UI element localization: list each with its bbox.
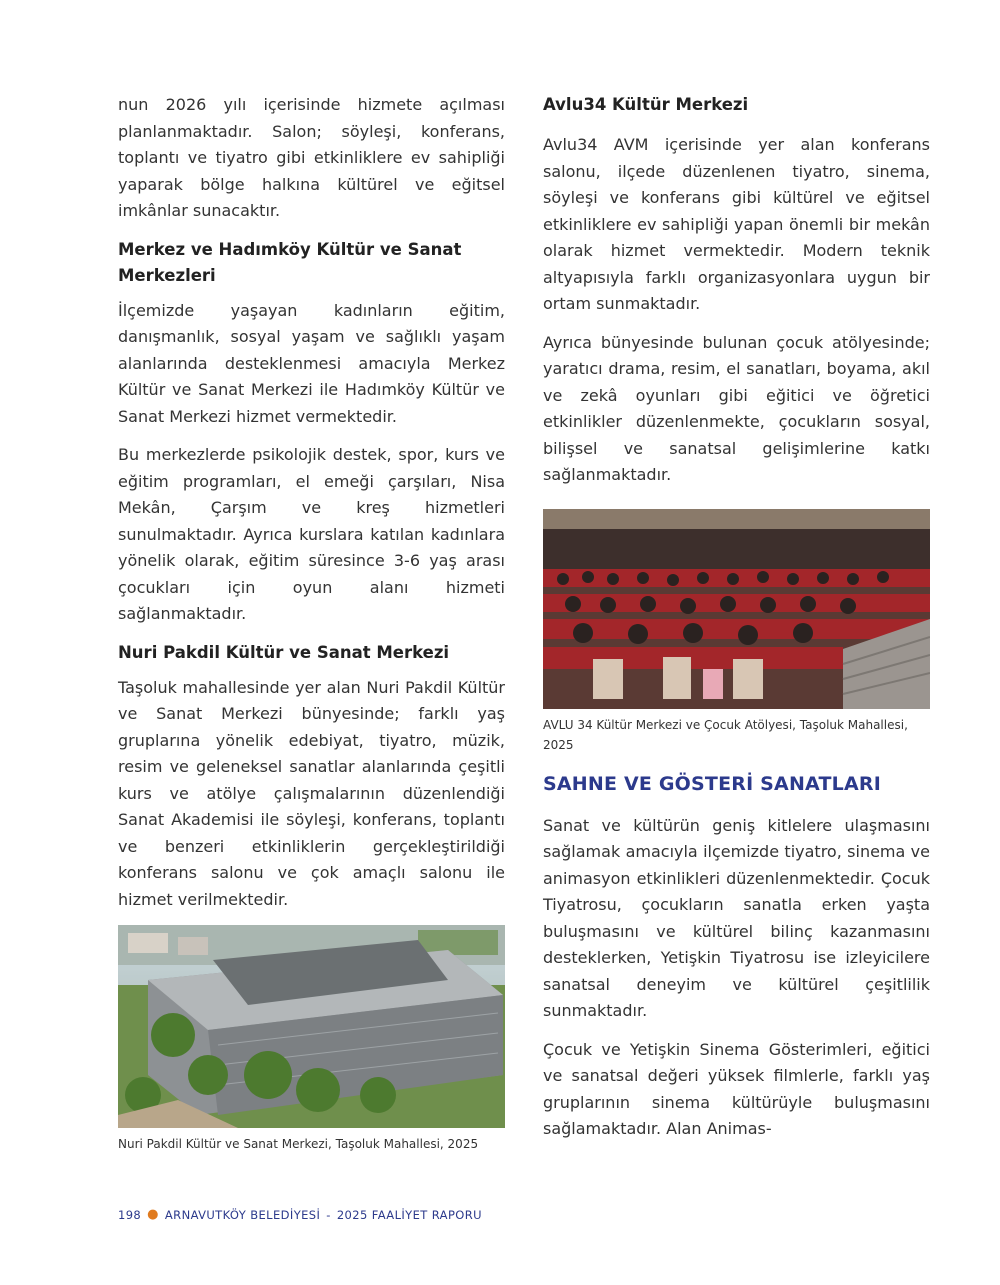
paragraph-avlu34-2: Ayrıca bünyesinde bulunan çocuk atölyesinde; yaratıcı drama, resim, el sanatları, boyama, akıl ve zekâ oyunları gibi eğitici ve öğretici etkinlikler düzenlenmekte, çocukların sosyal, bilişsel ve sanatsal gelişimlerine katkı sağlanmaktadır. (543, 332, 930, 484)
left-column (118, 92, 505, 1170)
footer-separator: - (326, 1207, 331, 1222)
heading-nuri-pakdil: Nuri Pakdil Kültür ve Sanat Merkezi (118, 642, 450, 662)
heading-avlu34: Avlu34 Kültür Merkezi (543, 95, 749, 114)
avlu34-photo-caption: AVLU 34 Kültür Merkezi ve Çocuk Atölyesi, Taşoluk Mahallesi, 2025 (543, 717, 908, 752)
page-footer (118, 1207, 482, 1222)
paragraph-sahne-1: Sanat ve kültürün geniş kitlelere ulaşmasını sağlamak amacıyla ilçemizde tiyatro, sinema ve animasyon etkinlikleri düzenlenmektedir. Çocuk Tiyatrosu, çocukların sanatla erken yaşta buluşmasını ve kültürel bilinç kazanmasını desteklerken, Yetişkin Tiyatrosu ise izleyicilere sanatsal deneyim ve kültürel çeşitlilik sunmaktadır. (543, 815, 930, 1020)
intro-paragraph: nun 2026 yılı içerisinde hizmete açılması planlanmaktadır. Salon; söyleşi, konferans, toplantı ve tiyatro gibi etkinliklere ev sahipliği yaparak bölge halkına kültürel ve eğitsel imkânlar sunacaktır. (118, 95, 505, 220)
paragraph-avlu34-1: Avlu34 AVM içerisinde yer alan konferans salonu, ilçede düzenlenen tiyatro, sinema, söyleşi ve konferans gibi kültürel ve eğitsel etkinliklere ev sahipliği yapan önemli bir mekân olarak hizmet vermektedir. Modern teknik altyapısıyla farklı organizasyonlara uygun bir ortam sunmaktadır. (543, 135, 930, 313)
page-number: 198 (118, 1207, 142, 1222)
footer-publisher: ARNAVUTKÖY BELEDİYESİ (164, 1207, 321, 1222)
bullet-dot-icon: ● (147, 1207, 159, 1222)
paragraph-merkez-1: İlçemizde yaşayan kadınların eğitim, danışmanlık, sosyal yaşam ve sağlıklı yaşam alanlarında desteklenmesi amacıyla Merkez Kültür ve Sanat Merkezi ile Hadımköy Kültür ve Sanat Merkezi hizmet vermektedir. (118, 300, 505, 426)
nuri-pakdil-photo-caption: Nuri Pakdil Kültür ve Sanat Merkezi, Taşoluk Mahallesi, 2025 (118, 1137, 479, 1151)
heading-merkez-hadimkoy: Merkez ve Hadımköy Kültür ve Sanat Merkezleri (118, 239, 462, 285)
avlu34-audience-photo (543, 509, 930, 709)
nuri-pakdil-building-photo (118, 925, 505, 1128)
section-title-sahne: SAHNE VE GÖSTERİ SANATLARI (543, 772, 881, 795)
paragraph-sahne-2: Çocuk ve Yetişkin Sinema Gösterimleri, eğitici ve sanatsal değeri yüksek filmlerle, farklı yaş gruplarının sinema kültürüyle buluşmasını sağlamaktadır. Alan Animas- (543, 1039, 930, 1138)
paragraph-nuri-pakdil: Taşoluk mahallesinde yer alan Nuri Pakdil Kültür ve Sanat Merkezi bünyesinde; farklı yaş gruplarına yönelik edebiyat, tiyatro, müzik, resim ve geleneksel sanatlar alanlarında çeşitli kurs ve atölye çalışmalarının düzenlendiği Sanat Akademisi ile söyleşi, konferans, toplantı ve benzeri etkinliklerin gerçekleştirildiği konferans salonu ve çok amaçlı salonu ile hizmet verilmektedir. (118, 677, 505, 909)
footer-report-title: 2025 FAALİYET RAPORU (336, 1207, 482, 1222)
right-column (543, 92, 930, 1155)
paragraph-merkez-2: Bu merkezlerde psikolojik destek, spor, kurs ve eğitim programları, el emeği çarşıları, Nisa Mekân, Çarşım ve kreş hizmetleri sunulmaktadır. Ayrıca kurslara katılan kadınlara yönelik olarak, eğitim süresince 3-6 yaş arası çocukları için oyun alanı hizmeti sağlanmaktadır. (118, 445, 505, 623)
